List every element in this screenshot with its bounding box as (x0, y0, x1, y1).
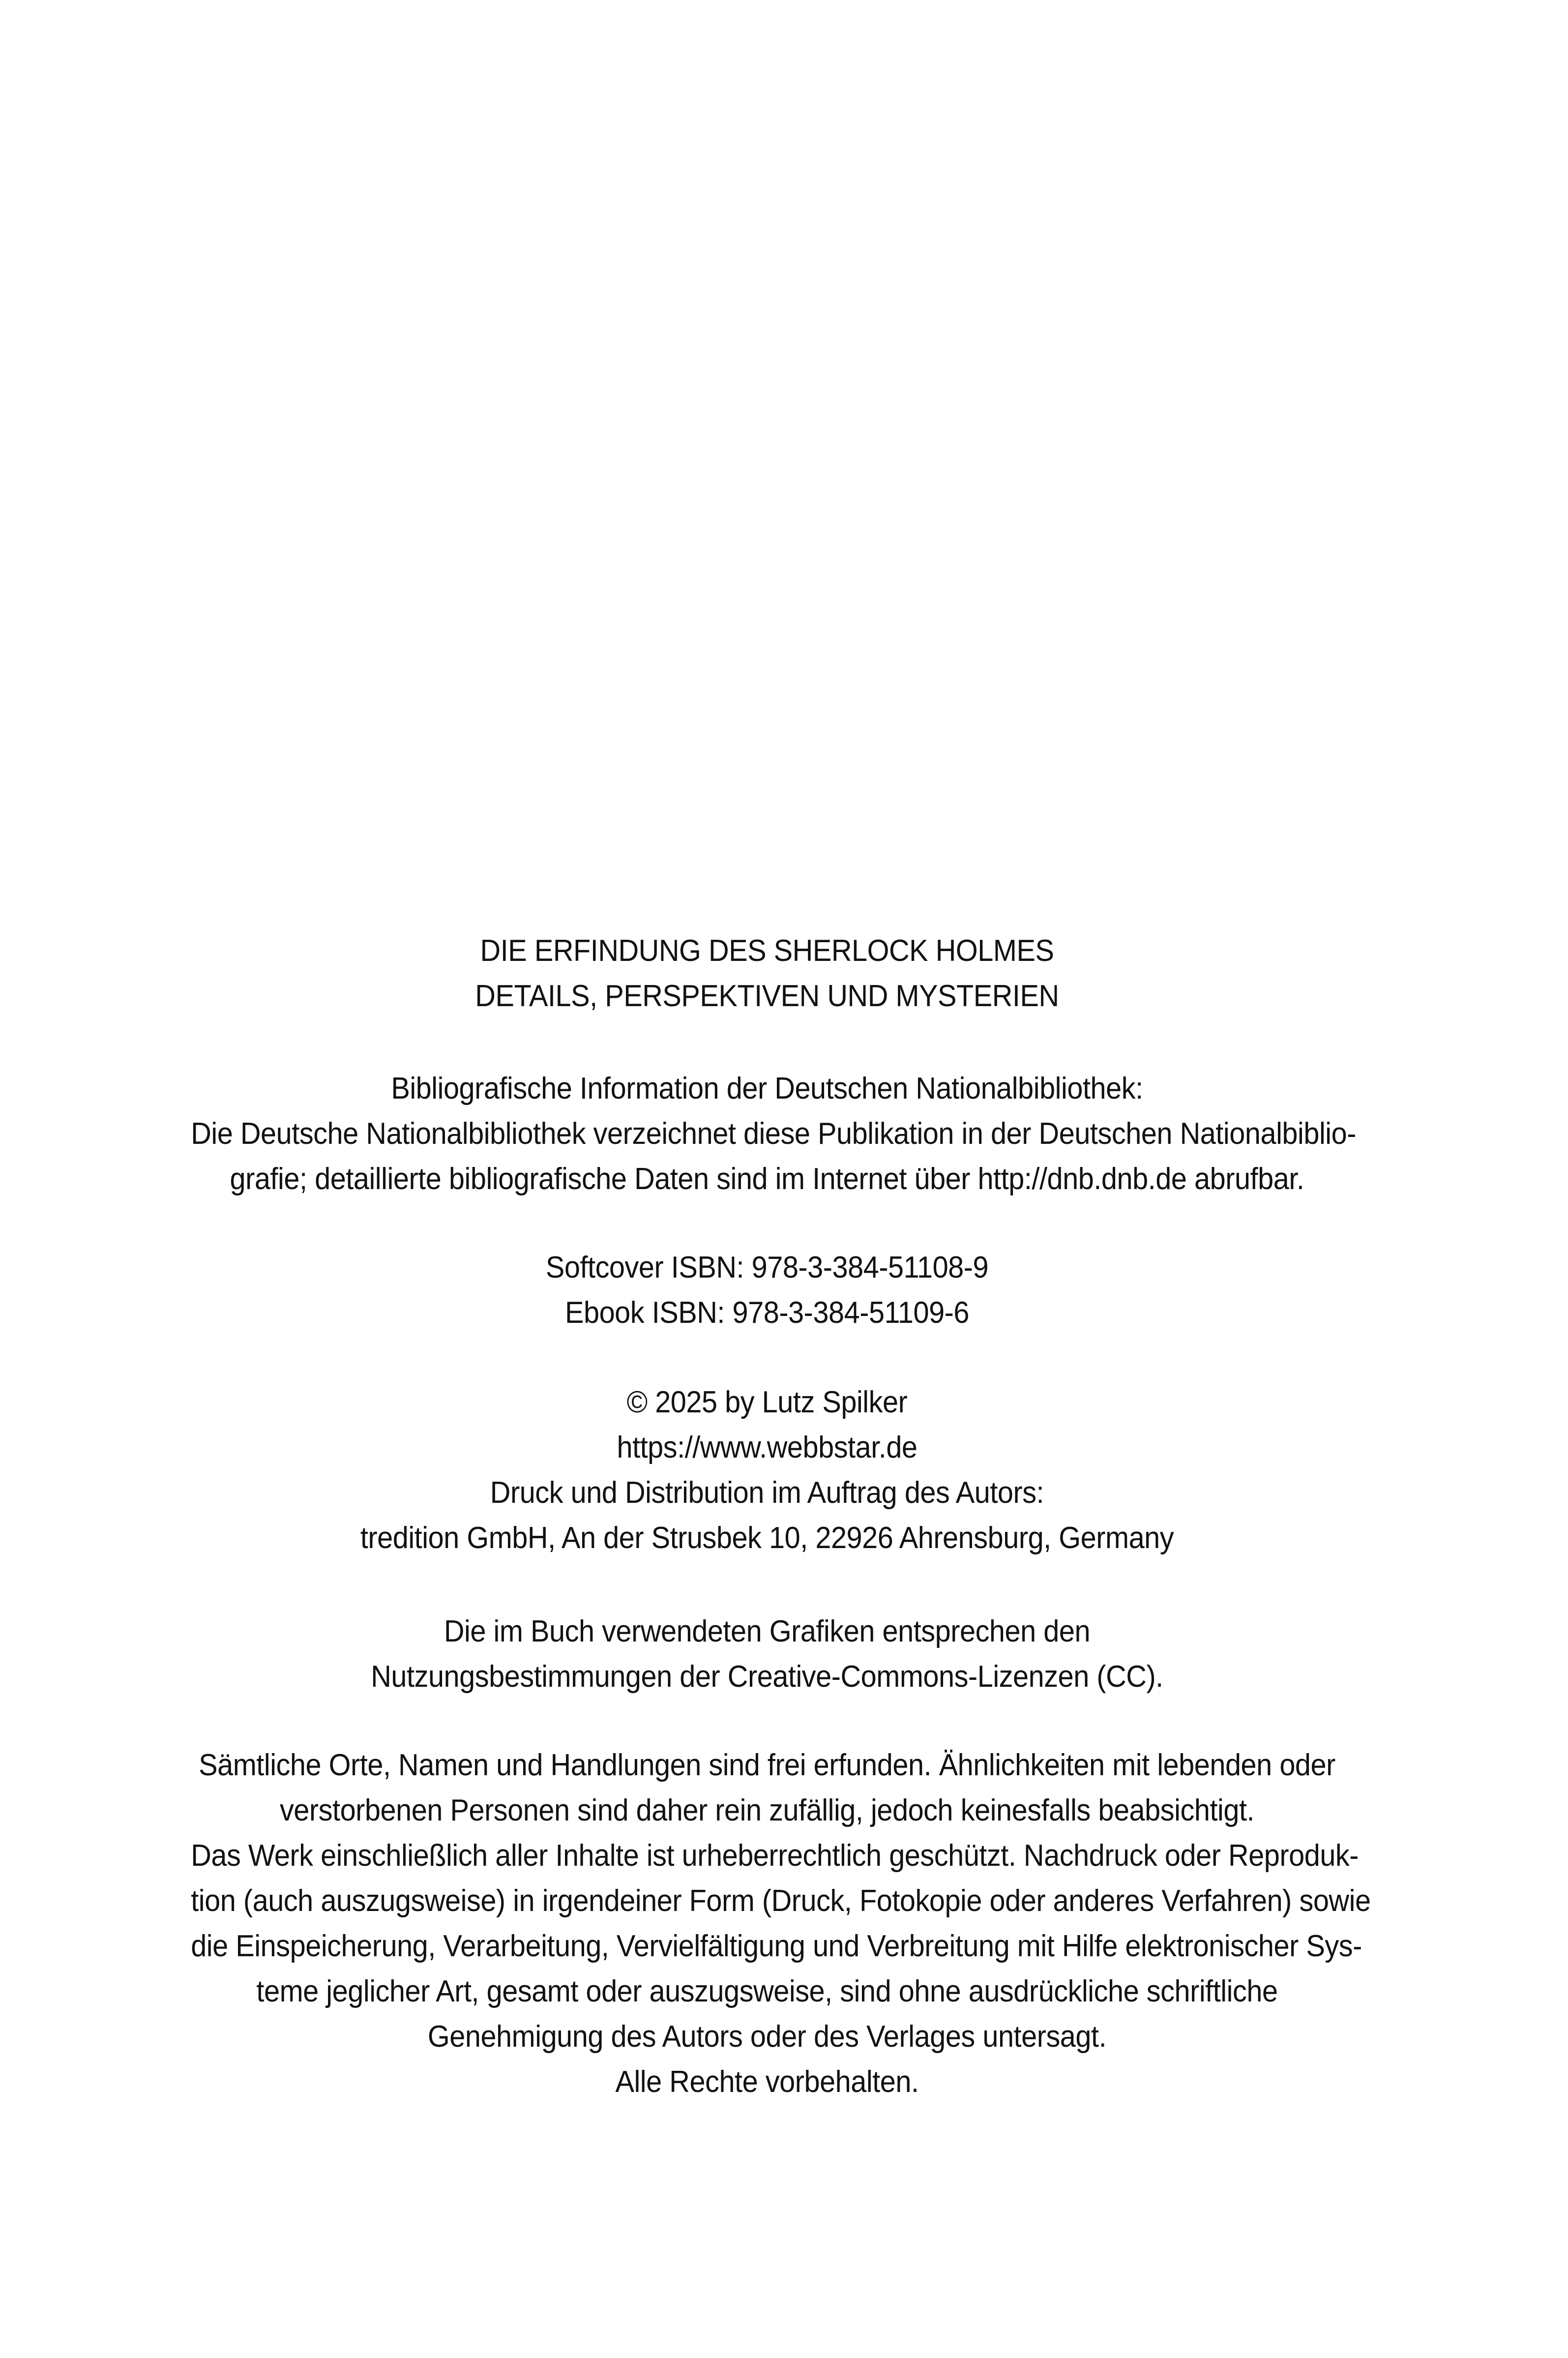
bibliographic-text-line: grafie; detaillierte bibliografische Daten sind im Internet über http://dnb.dnb.de abrufbar. (230, 1162, 1304, 1196)
book-subtitle: DETAILS, PERSPEKTIVEN UND MYSTERIEN (475, 979, 1059, 1013)
all-rights-reserved: Alle Rechte vorbehalten. (615, 2065, 919, 2099)
graphics-notice-line: Die im Buch verwendeten Grafiken entsprechen den (444, 1614, 1091, 1648)
graphics-license-notice (191, 1609, 1343, 1700)
legal-notice-line: Sämtliche Orte, Namen und Handlungen sind frei erfunden. Ähnlichkeiten mit lebenden oder (199, 1748, 1335, 1782)
bibliographic-heading: Bibliografische Information der Deutschen Nationalbibliothek: (391, 1072, 1143, 1105)
isbn-block (191, 1245, 1343, 1336)
bibliographic-information (191, 1066, 1356, 1202)
graphics-notice-line: Nutzungsbestimmungen der Creative-Commons-Lizenzen (CC). (371, 1660, 1163, 1694)
book-title: DIE ERFINDUNG DES SHERLOCK HOLMES (480, 934, 1054, 968)
legal-notice-line: teme jeglicher Art, gesamt oder auszugsweise, sind ohne ausdrückliche schriftliche (256, 1974, 1278, 2008)
publisher-address: tredition GmbH, An der Strusbek 10, 22926 Ahrensburg, Germany (360, 1521, 1174, 1555)
copyright-block (191, 1380, 1343, 1561)
ebook-isbn: Ebook ISBN: 978-3-384-51109-6 (564, 1296, 970, 1330)
bibliographic-text-line: Die Deutsche Nationalbibliothek verzeichnet diese Publikation in der Deutschen Nationalbiblio- (191, 1117, 1356, 1151)
legal-notice-line: die Einspeicherung, Verarbeitung, Vervielfältigung und Verbreitung mit Hilfe elektronischer Sys- (191, 1929, 1362, 1963)
title-block (191, 928, 1343, 1019)
distribution-line: Druck und Distribution im Auftrag des Autors: (490, 1476, 1044, 1510)
copyright-line: © 2025 by Lutz Spilker (626, 1385, 908, 1419)
legal-notice-line: Das Werk einschließlich aller Inhalte ist urheberrechtlich geschützt. Nachdruck oder Reproduk- (191, 1839, 1359, 1873)
softcover-isbn: Softcover ISBN: 978-3-384-51108-9 (545, 1251, 989, 1284)
legal-notice-line: verstorbenen Personen sind daher rein zufällig, jedoch keinesfalls beabsichtigt. (279, 1793, 1255, 1827)
legal-notice-line: Genehmigung des Autors oder des Verlages untersagt. (427, 2020, 1107, 2054)
legal-notice (191, 1743, 1371, 2105)
legal-notice-line: tion (auch auszugsweise) in irgendeiner Form (Druck, Fotokopie oder anderes Verfahren) sowie (191, 1884, 1371, 1918)
author-website: https://www.webbstar.de (617, 1431, 917, 1464)
